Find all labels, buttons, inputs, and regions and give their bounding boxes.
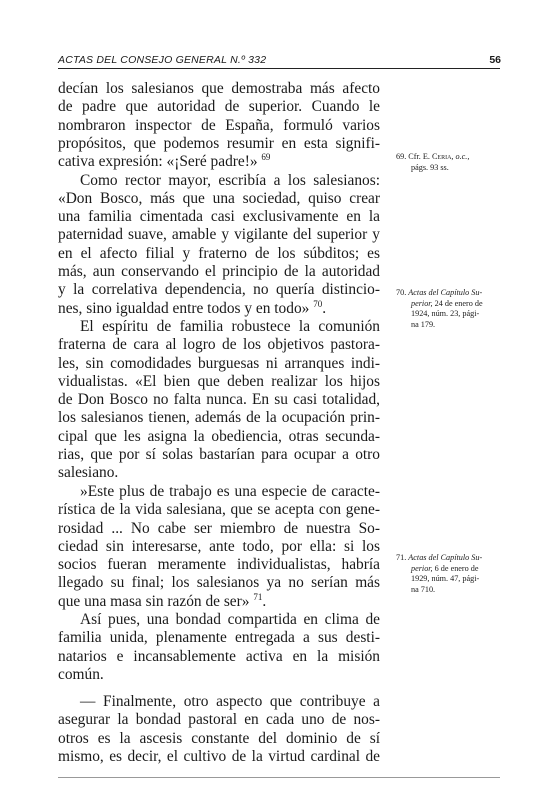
text-line: vidualistas. «El bien que deben realizar los hijos	[58, 372, 380, 390]
footnote-text: , o.c.,	[451, 152, 470, 161]
footnote-line	[396, 564, 500, 575]
footnote-title: perior,	[411, 563, 433, 573]
text-line: mismo, es decir, el cultivo de la virtud cardinal de	[58, 747, 380, 765]
text-line: El espíritu de familia robustece la comunión	[80, 318, 380, 335]
text-line: de padre que autoridad de superior. Cuando le	[58, 98, 380, 116]
text-line: rística de la vida salesiana, que se acepta con gene-	[58, 501, 380, 519]
footnote-number: 71.	[396, 553, 407, 562]
footnote-line: 1929, núm. 47, pági-	[411, 574, 480, 584]
footnote-70	[396, 288, 500, 330]
header-rule	[58, 68, 500, 69]
paragraph-1	[58, 80, 380, 171]
text-line: más, aun conservando el principio de la autoridad	[58, 262, 380, 280]
footnote-line	[396, 152, 500, 163]
paragraph-2	[58, 172, 380, 318]
text-line	[58, 153, 380, 171]
text-span: cativa expresión: «¡Seré padre!»	[58, 153, 258, 171]
text-line: otros es la ascesis constante del dominio de sí	[58, 729, 380, 747]
note-ref-71: 71	[253, 591, 263, 602]
text-line: en el afecto filial y fraterno de los súbditos; es	[58, 244, 380, 262]
paragraph-3	[58, 318, 380, 483]
text-line: decían los salesianos que demostraba más afecto	[58, 80, 380, 97]
text-line: socios fueran meramente individualistas, habría	[58, 556, 380, 574]
text-line: asegurar la bondad pastoral en cada uno de nos-	[58, 711, 380, 729]
note-ref-70: 70	[313, 298, 323, 309]
running-header-title: ACTAS DEL CONSEJO GENERAL N.º 332	[58, 54, 267, 66]
text-span: nes, sino igualdad entre todos y en todo»	[58, 299, 310, 317]
footnote-line: na 179.	[411, 319, 436, 329]
text-line: paternidad suave, amable y vigilante del superior y	[58, 226, 380, 244]
bottom-rule	[58, 777, 500, 778]
text-line: cipal que les asigna la obediencia, otras secunda-	[58, 427, 380, 445]
text-line: propósitos, que podemos resumir en esta signifi-	[58, 134, 380, 152]
note-ref-69: 69	[261, 152, 271, 163]
footnote-author: Ceria	[431, 152, 452, 161]
footnote-title: perior,	[411, 298, 433, 308]
text-line: Así pues, una bondad compartida en clima de	[80, 611, 380, 628]
text-line: natarios e incansablemente activa en la misión	[58, 647, 380, 665]
footnote-line	[396, 553, 500, 564]
footnote-71	[396, 553, 500, 595]
footnote-line: 1924, núm. 23, pági-	[411, 309, 480, 319]
text-line: familia unida, plenamente entregada a sus desti-	[58, 629, 380, 647]
footnote-text: 6 de enero de	[432, 563, 479, 573]
footnote-line: na 710.	[411, 584, 436, 594]
text-line: los salesianos tienen, además de la ocupación prin-	[58, 409, 380, 427]
footnote-number: 70.	[396, 288, 407, 297]
footnote-line: págs. 93 ss.	[411, 162, 449, 172]
text-line: les, sin comodidades burguesas ni arranques indi-	[58, 354, 380, 372]
paragraph-4	[58, 483, 380, 611]
text-line: una familia cimentada casi exclusivamente en la	[58, 208, 380, 226]
paragraph-5	[58, 611, 380, 684]
text-line: — Finalmente, otro aspecto que contribuye a	[80, 693, 380, 710]
text-line: rosidad ... No cabe ser miembro de nuestra So-	[58, 519, 380, 537]
text-line: rias, que por sí solas bastarían para ocupar a otro	[58, 446, 380, 464]
text-line: nes, sino igualdad entre todos y en todo» $^{70}$.	[58, 298, 327, 317]
text-line: y la correlativa dependencia, no quería distincio-	[58, 281, 380, 299]
footnote-text: Cfr. E.	[408, 152, 430, 161]
footnote-title: Actas del Capítulo Su-	[408, 553, 483, 562]
footnote-text: 24 de enero de	[432, 298, 483, 308]
text-line: fraterna de cara al logro de los objetivos pastora-	[58, 336, 380, 354]
footnote-title: Actas del Capítulo Su-	[408, 288, 483, 297]
footnote-line	[396, 299, 500, 310]
text-line: «Don Bosco, más que una sociedad, quiso crear	[58, 189, 380, 207]
text-span: que una masa sin razón de ser»	[58, 592, 250, 610]
footnote-line	[396, 288, 500, 299]
paragraph-6	[58, 693, 380, 766]
text-line: »Este plus de trabajo es una especie de caracte-	[80, 483, 380, 500]
text-line: de Don Bosco no falta nunca. En su casi totalidad,	[58, 391, 380, 409]
text-line: nombraron inspector de España, formuló varios	[58, 116, 380, 134]
text-line: salesiano.	[58, 464, 119, 482]
page-number: 56	[489, 54, 501, 66]
text-line: común.	[58, 665, 104, 683]
text-line: llegado su final; los salesianos ya no serían más	[58, 574, 380, 592]
footnote-69	[396, 152, 500, 173]
text-line: ciedad sin interesarse, ante todo, por ella: si los	[58, 537, 380, 555]
footnote-number: 69.	[396, 152, 407, 161]
text-line: que una masa sin razón de ser» $^{71}$.	[58, 591, 267, 610]
text-line: Como rector mayor, escribía a los salesianos:	[80, 171, 380, 189]
